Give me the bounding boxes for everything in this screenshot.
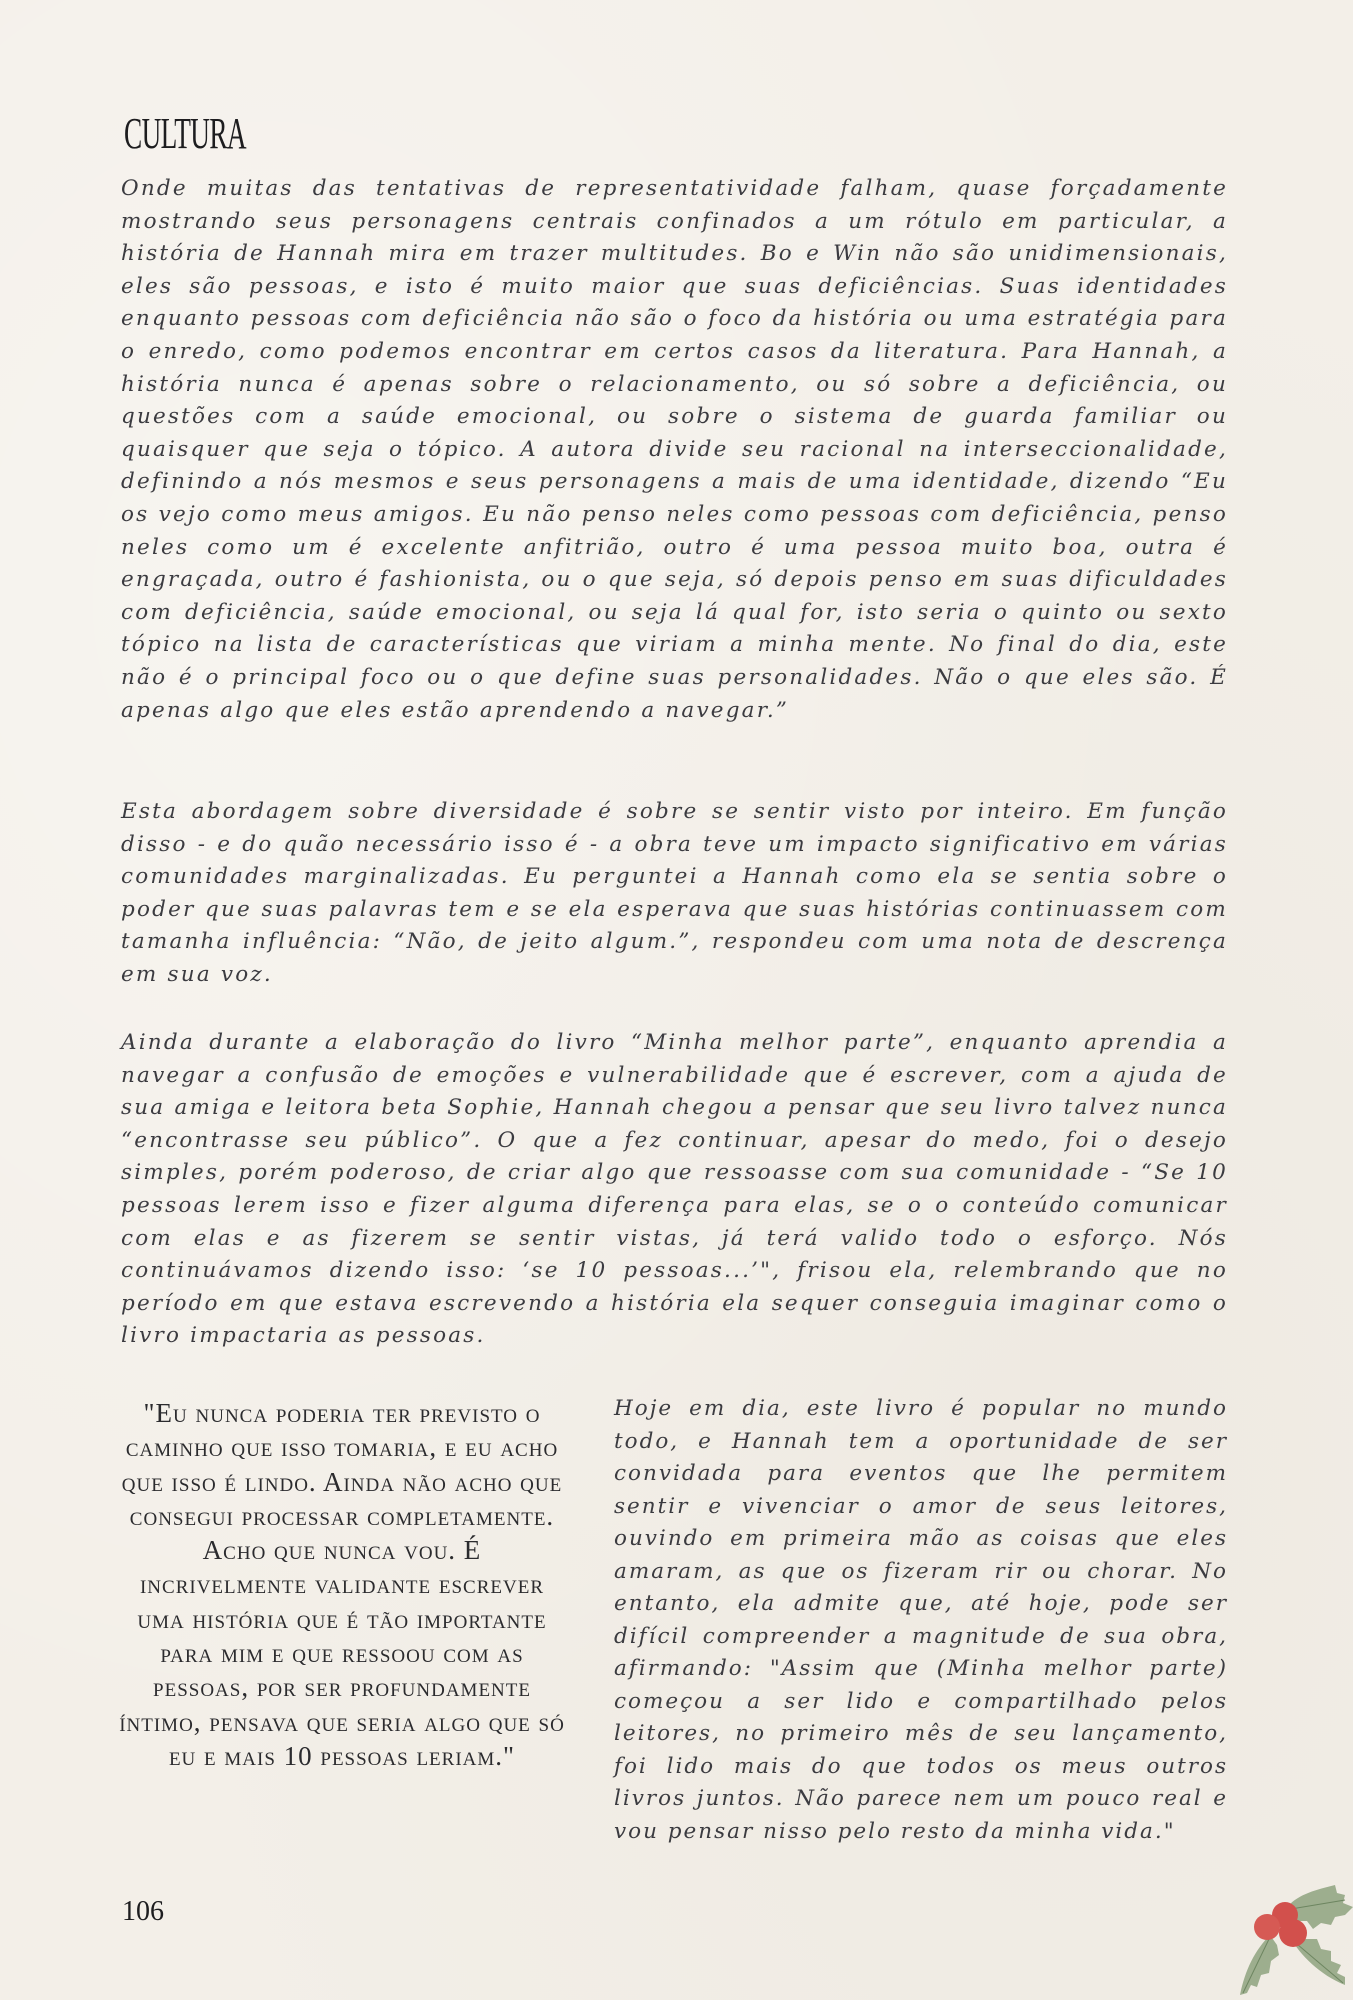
article-right-column: Hoje em dia, este livro é popular no mundo todo, e Hannah tem a oportunidade de ser convidada para eventos que lhe permitem sentir e vivenciar o amor de seus leitores, ouvindo em primeira mão as coisas que eles amaram, as que os fizeram rir ou chorar. No entanto, ela admite que, até hoje, pode ser difícil compreender a magnitude de sua obra, afirmando: "Assim que (Minha melhor parte) começou a ser lido e compartilhado pelos leitores, no primeiro mês de seu lançamento, foi lido mais do que todos os meus outros livros juntos. Não parece nem um pouco real e vou pensar nisso pelo resto da minha vida." [614, 1396, 1228, 1844]
section-title: CULTURA [124, 109, 246, 158]
pull-quote: "Eu nunca poderia ter previsto o caminho que isso tomaria, e eu acho que isso é lindo. Ainda não acho que consegui processar completamente. Acho que nunca vou. É incrivelmente validante escrever uma história que é tão importante para mim e que ressoou com as pessoas, por ser profundamente íntimo, pensava que seria algo que só eu e mais 10 pessoas leriam." [119, 1398, 565, 1771]
article-paragraph-2: Esta abordagem sobre diversidade é sobre se sentir visto por inteiro. Em função disso - e do quão necessário isso é - a obra teve um impacto significativo em várias comunidades marginalizadas. Eu perguntei a Hannah como ela se sentia sobre o poder que suas palavras tem e se ela esperava que suas histórias continuassem com tamanha influência: “Não, de jeito algum.”, respondeu com uma nota de descrença em sua voz. [121, 799, 1228, 987]
page-number: 106 [122, 1896, 164, 1927]
article-paragraph-1: Onde muitas das tentativas de representatividade falham, quase forçadamente mostrando seus personagens centrais confinados a um rótulo em particular, a história de Hannah mira em trazer multitudes. Bo e Win não são unidimensionais, eles são pessoas, e isto é muito maior que suas deficiências. Suas identidades enquanto pessoas com deficiência não são o foco da história ou uma estratégia para o enredo, como podemos encontrar em certos casos da literatura. Para Hannah, a história nunca é apenas sobre o relacionamento, ou só sobre a deficiência, ou questões com a saúde emocional, ou sobre o sistema de guarda familiar ou quaisquer que seja o tópico. A autora divide seu racional na interseccionalidade, definindo a nós mesmos e seus personagens a mais de uma identidade, dizendo “Eu os vejo como meus amigos. Eu não penso neles como pessoas com deficiência, penso neles como um é excelente anfitrião, outro é uma pessoa muito boa, outra é engraçada, outro é fashionista, ou o que seja, só depois penso em suas dificuldades com deficiência, saúde emocional, ou seja lá qual for, isto seria o quinto ou sexto tópico na lista de características que viriam a minha mente. No final do dia, este não é o principal foco ou o que define suas personalidades. Não o que eles são. É apenas algo que eles estão aprendendo a navegar.” [121, 176, 1228, 723]
article-paragraph-3: Ainda durante a elaboração do livro “Minha melhor parte”, enquanto aprendia a navegar a confusão de emoções e vulnerabilidade que é escrever, com a ajuda de sua amiga e leitora beta Sophie, Hannah chegou a pensar que seu livro talvez nunca “encontrasse seu público”. O que a fez continuar, apesar do medo, foi o desejo simples, porém poderoso, de criar algo que ressoasse com sua comunidade - “Se 10 pessoas lerem isso e fizer alguma diferença para elas, se o o conteúdo comunicar com elas e as fizerem se sentir vistas, já terá valido todo o esforço. Nós continuávamos dizendo isso: ‘se 10 pessoas...’", frisou ela, relembrando que no período em que estava escrevendo a história ela sequer conseguia imaginar como o livro impactaria as pessoas. [121, 1030, 1228, 1349]
holly-icon [1185, 1855, 1353, 2000]
